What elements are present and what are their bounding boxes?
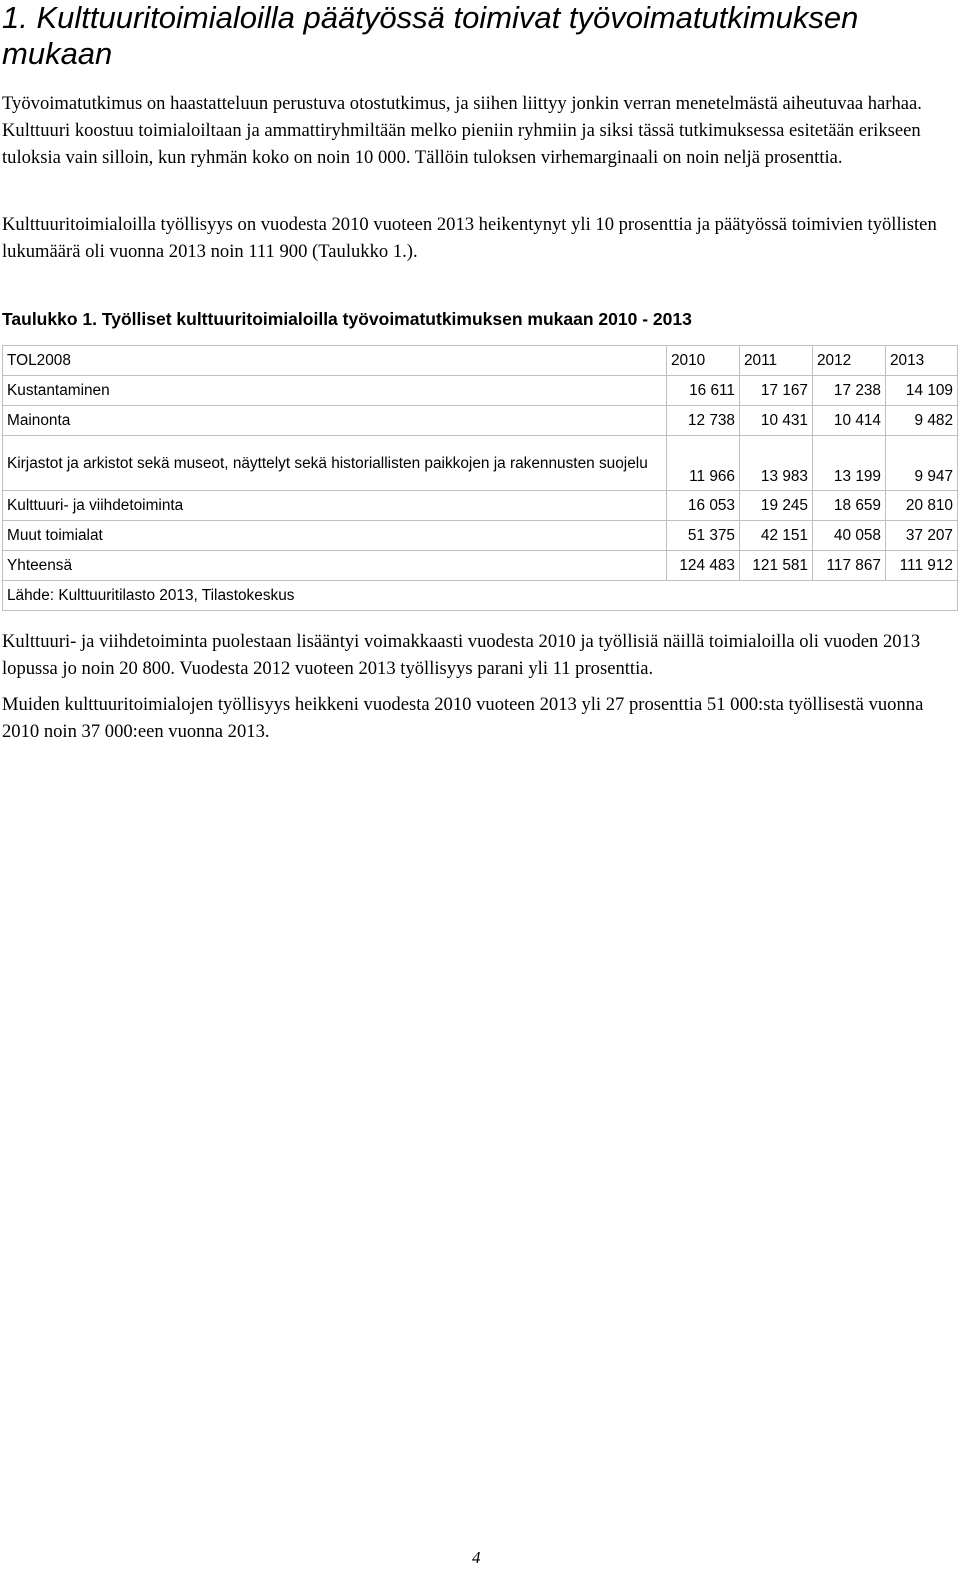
- column-header: 2012: [813, 346, 886, 376]
- table-cell: 13 983: [740, 436, 813, 491]
- intro-paragraph: Työvoimatutkimus on haastatteluun perustuva otostutkimus, ja siihen liittyy jonkin verran menetelmästä aiheutuvaa harhaa. Kulttuuri koostuu toimialoiltaan ja ammattiryhmiltään melko pieniin ryhmiin ja siksi tässä tutkimuksessa esitetään erikseen tuloksia vain silloin, kun ryhmän koko on noin 10 000. Tällöin tuloksen virhemarginaali on noin neljä prosenttia.: [2, 93, 922, 168]
- table-cell: 9 482: [886, 406, 958, 436]
- table-cell: 9 947: [886, 436, 958, 491]
- table-cell: 19 245: [740, 491, 813, 521]
- table-cell: 10 431: [740, 406, 813, 436]
- table-cell: 51 375: [667, 521, 740, 551]
- table-row: [3, 406, 958, 436]
- row-label: Kulttuuri- ja viihdetoiminta: [3, 491, 667, 521]
- table-cell: 12 738: [667, 406, 740, 436]
- table-cell: 40 058: [813, 521, 886, 551]
- table-cell: 14 109: [886, 376, 958, 406]
- table-row: [3, 491, 958, 521]
- employment-table: [2, 345, 958, 611]
- table-cell: 17 238: [813, 376, 886, 406]
- row-label: Kirjastot ja arkistot sekä museot, näyttelyt sekä historiallisten paikkojen ja rakennusten suojelu: [3, 436, 667, 491]
- table-cell: 111 912: [886, 551, 958, 581]
- row-label: Mainonta: [3, 406, 667, 436]
- table-cell: 16 053: [667, 491, 740, 521]
- table-cell: 124 483: [667, 551, 740, 581]
- table-cell: 10 414: [813, 406, 886, 436]
- column-header: 2011: [740, 346, 813, 376]
- table-row: [3, 436, 958, 491]
- table-row: [3, 521, 958, 551]
- column-header: 2013: [886, 346, 958, 376]
- table-cell: 18 659: [813, 491, 886, 521]
- employment-paragraph: Kulttuuritoimialoilla työllisyys on vuodesta 2010 vuoteen 2013 heikentynyt yli 10 prosenttia ja päätyössä toimivien työllisten lukumäärä oli vuonna 2013 noin 111 900 (Taulukko 1.).: [2, 214, 937, 262]
- table-row: [3, 376, 958, 406]
- table-source-row: [3, 581, 958, 611]
- table-cell: 11 966: [667, 436, 740, 491]
- table-cell: 117 867: [813, 551, 886, 581]
- table-cell: 121 581: [740, 551, 813, 581]
- table-total-row: [3, 551, 958, 581]
- other-industries-paragraph: Muiden kulttuuritoimialojen työllisyys heikkeni vuodesta 2010 vuoteen 2013 yli 27 prosenttia 51 000:sta työllisestä vuonna 2010 noin 37 000:een vuonna 2013.: [2, 694, 924, 742]
- row-label: Muut toimialat: [3, 521, 667, 551]
- table-cell: 17 167: [740, 376, 813, 406]
- column-header: TOL2008: [3, 346, 667, 376]
- row-label: Kustantaminen: [3, 376, 667, 406]
- culture-entertainment-paragraph: Kulttuuri- ja viihdetoiminta puolestaan lisääntyi voimakkaasti vuodesta 2010 ja työllisiä näillä toimialoilla oli vuoden 2013 lopussa jo noin 20 800. Vuodesta 2012 vuoteen 2013 työllisyys parani yli 11 prosenttia.: [2, 631, 921, 679]
- section-heading: 1. Kulttuuritoimialoilla päätyössä toimivat työvoimatutkimuksen mukaan: [2, 0, 859, 71]
- table-cell: 13 199: [813, 436, 886, 491]
- column-header: 2010: [667, 346, 740, 376]
- table-caption: Taulukko 1. Työlliset kulttuuritoimialoilla työvoimatutkimuksen mukaan 2010 - 2013: [2, 309, 692, 329]
- page-number: 4: [472, 1548, 481, 1567]
- table-cell: 16 611: [667, 376, 740, 406]
- table-cell: 20 810: [886, 491, 958, 521]
- table-header-row: [3, 346, 958, 376]
- table-source-note: Lähde: Kulttuuritilasto 2013, Tilastokeskus: [3, 581, 958, 611]
- row-label: Yhteensä: [3, 551, 667, 581]
- table-cell: 42 151: [740, 521, 813, 551]
- table-cell: 37 207: [886, 521, 958, 551]
